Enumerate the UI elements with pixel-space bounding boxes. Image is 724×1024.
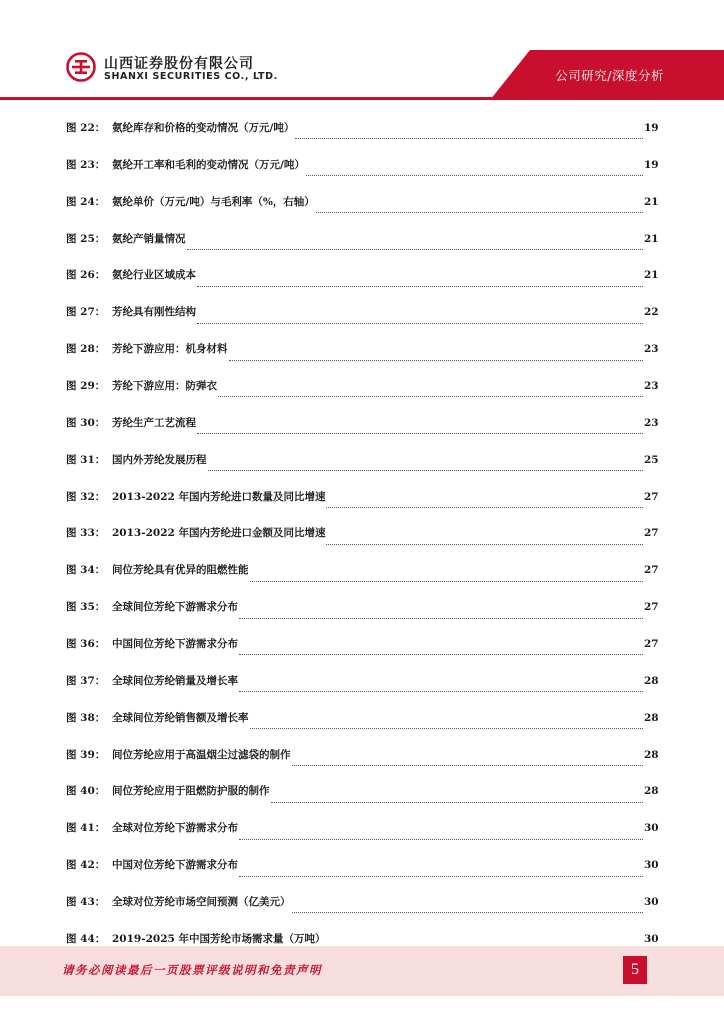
toc-entry[interactable] [66,448,658,485]
toc-entry-page: 27 [644,527,659,540]
toc-entry-label: 图 38： [66,711,106,724]
toc-dot-leader [239,690,643,692]
toc-entry[interactable] [66,227,658,264]
toc-entry[interactable] [66,706,658,743]
toc-entry-page: 30 [644,896,659,909]
toc-entry[interactable] [66,263,658,300]
toc-entry-title: 2013-2022 年国内芳纶进口金额及同比增速 [112,527,326,540]
toc-dot-leader [187,248,644,250]
toc-entry[interactable] [66,300,658,337]
toc-entry-label: 图 39： [66,748,106,761]
toc-dot-leader [239,838,643,840]
toc-entry[interactable] [66,669,658,706]
toc-entry-title: 氨纶开工率和毛利的变动情况（万元/吨） [112,158,305,171]
toc-entry-label: 图 36： [66,638,106,651]
toc-dot-leader [229,359,644,361]
toc-entry-page: 27 [644,638,659,651]
toc-entry-page: 21 [644,232,659,245]
shanxi-securities-logo-icon [66,52,96,82]
toc-dot-leader [316,211,643,213]
toc-dot-leader [208,469,644,471]
toc-entry-label: 图 30： [66,416,106,429]
page-number: 5 [623,956,647,984]
toc-dot-leader [239,617,643,619]
toc-dot-leader [218,395,643,397]
toc-entry-title: 间位芳纶具有优异的阻燃性能 [112,564,249,577]
company-name-en: SHANXI SECURITIES CO., LTD. [104,71,278,82]
toc-entry-label: 图 27： [66,306,106,319]
toc-dot-leader [292,764,644,766]
toc-entry[interactable] [66,411,658,448]
toc-entry[interactable] [66,743,658,780]
toc-entry-label: 图 28： [66,343,106,356]
toc-entry-page: 27 [644,490,659,503]
toc-entry[interactable] [66,374,658,411]
toc-dot-leader [197,285,643,287]
toc-entry-page: 23 [644,380,659,393]
toc-entry-page: 19 [644,158,659,171]
company-name-cn: 山西证券股份有限公司 [104,56,254,72]
toc-entry[interactable] [66,190,658,227]
toc-entry[interactable] [66,153,658,190]
toc-dot-leader [197,432,643,434]
toc-entry-title: 芳纶具有刚性结构 [112,306,196,319]
toc-entry-title: 芳纶生产工艺流程 [112,416,196,429]
toc-entry-page: 27 [644,601,659,614]
toc-entry-page: 22 [644,306,659,319]
toc-entry-label: 图 41： [66,822,106,835]
toc-entry-page: 21 [644,195,659,208]
toc-entry-page: 23 [644,343,659,356]
toc-dot-leader [295,137,643,139]
toc-entry-page: 25 [644,453,659,466]
toc-entry-page: 30 [644,932,659,945]
toc-entry-label: 图 25： [66,232,106,245]
toc-entry-page: 28 [644,785,659,798]
toc-entry-label: 图 23： [66,158,106,171]
toc-dot-leader [197,322,643,324]
toc-entry-label: 图 37： [66,674,106,687]
toc-entry[interactable] [66,337,658,374]
toc-entry-title: 芳纶下游应用：机身材料 [112,343,228,356]
toc-entry-label: 图 32： [66,490,106,503]
toc-entry[interactable] [66,558,658,595]
toc-entry-page: 28 [644,711,659,724]
toc-entry[interactable] [66,779,658,816]
toc-dot-leader [326,543,643,545]
toc-entry-title: 芳纶下游应用：防弹衣 [112,380,217,393]
toc-entry-title: 中国对位芳纶下游需求分布 [112,859,238,872]
toc-entry-title: 全球间位芳纶销售额及增长率 [112,711,249,724]
report-type-label: 公司研究/深度分析 [555,68,664,83]
toc-entry-label: 图 40： [66,785,106,798]
toc-entry-title: 2019-2025 年中国芳纶市场需求量（万吨） [112,932,326,945]
toc-entry-title: 全球对位芳纶下游需求分布 [112,822,238,835]
toc-entry-title: 全球对位芳纶市场空间预测（亿美元） [112,896,291,909]
toc-entry-title: 氨纶库存和价格的变动情况（万元/吨） [112,122,295,134]
toc-entry-label: 图 22： [66,122,106,134]
toc-entry[interactable] [66,116,658,153]
toc-entry-page: 30 [644,822,659,835]
toc-entry[interactable] [66,485,658,522]
toc-entry-page: 28 [644,748,659,761]
toc-entry-title: 全球间位芳纶下游需求分布 [112,601,238,614]
toc-entry-title: 中国间位芳纶下游需求分布 [112,638,238,651]
toc-entry-page: 28 [644,674,659,687]
toc-entry-title: 间位芳纶应用于高温烟尘过滤袋的制作 [112,748,291,761]
toc-entry-page: 30 [644,859,659,872]
toc-entry-label: 图 42： [66,859,106,872]
footer-disclaimer: 请务必阅读最后一页股票评级说明和免责声明 [62,963,322,977]
toc-entry-page: 27 [644,564,659,577]
toc-entry-label: 图 44： [66,932,106,945]
header-divider [0,97,724,100]
toc-entry[interactable] [66,632,658,669]
toc-entry-label: 图 34： [66,564,106,577]
toc-entry-title: 间位芳纶应用于阻燃防护服的制作 [112,785,270,798]
toc-entry[interactable] [66,890,658,927]
toc-dot-leader [239,875,643,877]
toc-dot-leader [271,801,644,803]
toc-entry-title: 氨纶单价（万元/吨）与毛利率（%，右轴） [112,195,315,208]
toc-entry-title: 氨纶产销量情况 [112,232,186,245]
toc-entry-label: 图 35： [66,601,106,614]
toc-entry-label: 图 31： [66,453,106,466]
toc-entry-page: 19 [644,122,659,134]
toc-dot-leader [292,911,644,913]
page-header [0,0,724,100]
toc-entry-title: 国内外芳纶发展历程 [112,453,207,466]
toc-entry-label: 图 29： [66,380,106,393]
toc-dot-leader [306,174,643,176]
toc-dot-leader [239,653,643,655]
toc-entry-page: 21 [644,269,659,282]
toc-entry[interactable] [66,853,658,890]
toc-entry-label: 图 24： [66,195,106,208]
toc-entry-title: 全球间位芳纶销量及增长率 [112,674,238,687]
toc-entry[interactable] [66,521,658,558]
toc-entry[interactable] [66,816,658,853]
toc-entry-page: 23 [644,416,659,429]
figure-table-of-contents [66,116,658,964]
toc-entry[interactable] [66,595,658,632]
toc-dot-leader [250,580,644,582]
toc-entry-title: 2013-2022 年国内芳纶进口数量及同比增速 [112,490,326,503]
toc-dot-leader [250,727,644,729]
toc-entry-label: 图 26： [66,269,106,282]
toc-entry-title: 氨纶行业区域成本 [112,269,196,282]
toc-dot-leader [326,506,643,508]
toc-entry-label: 图 43： [66,896,106,909]
toc-entry-label: 图 33： [66,527,106,540]
